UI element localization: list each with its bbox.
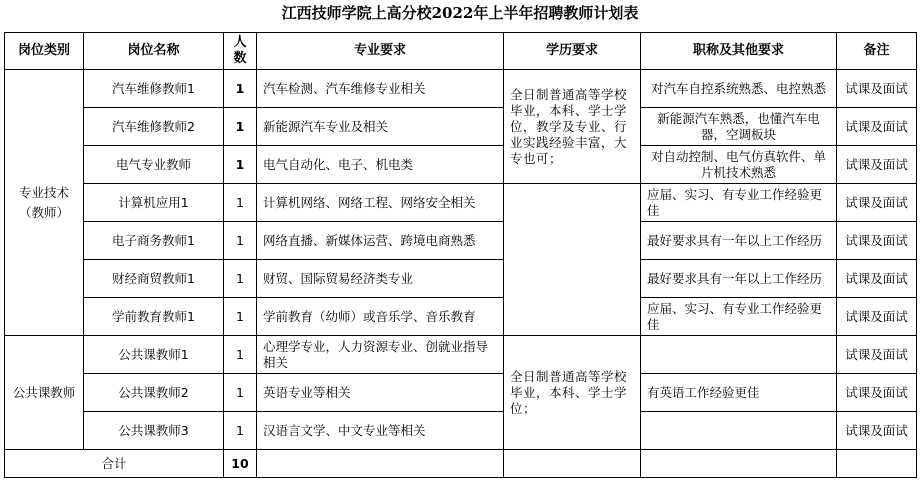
position-cell: 汽车维修教师2 bbox=[84, 108, 224, 146]
position-cell: 学前教育教师1 bbox=[84, 298, 224, 336]
total-count: 10 bbox=[224, 450, 257, 478]
position-cell: 汽车维修教师1 bbox=[84, 70, 224, 108]
count-cell: 1 bbox=[224, 184, 257, 222]
position-cell: 公共课教师2 bbox=[84, 374, 224, 412]
total-row bbox=[5, 450, 917, 478]
other-cell: 对汽车自控系统熟悉、电控熟悉 bbox=[641, 70, 837, 108]
remark-cell: 试课及面试 bbox=[837, 70, 917, 108]
other-cell: 新能源汽车熟悉，也懂汽车电器，空调板块 bbox=[641, 108, 837, 146]
header-position: 岗位名称 bbox=[84, 33, 224, 70]
header-title-other: 职称及其他要求 bbox=[641, 33, 837, 70]
position-cell: 电子商务教师1 bbox=[84, 222, 224, 260]
table-row bbox=[5, 184, 917, 222]
table-row bbox=[5, 298, 917, 336]
header-education: 学历要求 bbox=[504, 33, 641, 70]
header-category: 岗位类别 bbox=[5, 33, 84, 70]
remark-cell: 试课及面试 bbox=[837, 374, 917, 412]
major-cell: 英语专业等相关 bbox=[257, 374, 504, 412]
major-cell: 心理学专业，人力资源专业、创就业指导相关 bbox=[257, 336, 504, 374]
table-row bbox=[5, 412, 917, 450]
other-cell: 最好要求具有一年以上工作经历 bbox=[641, 222, 837, 260]
total-empty-major bbox=[257, 450, 504, 478]
major-cell: 汉语言文学、中文专业等相关 bbox=[257, 412, 504, 450]
count-cell: 1 bbox=[224, 108, 257, 146]
other-cell: 最好要求具有一年以上工作经历 bbox=[641, 260, 837, 298]
remark-cell: 试课及面试 bbox=[837, 298, 917, 336]
table-row bbox=[5, 222, 917, 260]
count-cell: 1 bbox=[224, 412, 257, 450]
header-major: 专业要求 bbox=[257, 33, 504, 70]
education-cell: 全日制普通高等学校毕业，本科、学士学位； bbox=[504, 336, 641, 450]
remark-cell: 试课及面试 bbox=[837, 260, 917, 298]
other-cell: 有英语工作经验更佳 bbox=[641, 374, 837, 412]
major-cell: 计算机网络、网络工程、网络安全相关 bbox=[257, 184, 504, 222]
count-cell: 1 bbox=[224, 298, 257, 336]
position-cell: 财经商贸教师1 bbox=[84, 260, 224, 298]
remark-cell: 试课及面试 bbox=[837, 184, 917, 222]
position-cell: 计算机应用1 bbox=[84, 184, 224, 222]
position-cell: 公共课教师1 bbox=[84, 336, 224, 374]
remark-cell: 试课及面试 bbox=[837, 412, 917, 450]
category-public: 公共课教师 bbox=[5, 336, 84, 450]
major-cell: 学前教育（幼师）或音乐学、音乐教育 bbox=[257, 298, 504, 336]
count-cell: 1 bbox=[224, 222, 257, 260]
position-cell: 电气专业教师 bbox=[84, 146, 224, 184]
header-count: 人数 bbox=[224, 33, 257, 70]
table-row bbox=[5, 70, 917, 108]
header-remark: 备注 bbox=[837, 33, 917, 70]
education-cell-empty bbox=[504, 184, 641, 336]
other-cell: 应届、实习、有专业工作经验更佳 bbox=[641, 298, 837, 336]
major-cell: 新能源汽车专业及相关 bbox=[257, 108, 504, 146]
education-cell: 全日制普通高等学校毕业，本科、学士学位，教学及专业、行业实践经验丰富，大专也可； bbox=[504, 70, 641, 184]
position-cell: 公共课教师3 bbox=[84, 412, 224, 450]
major-cell: 财贸、国际贸易经济类专业 bbox=[257, 260, 504, 298]
total-label: 合计 bbox=[5, 450, 224, 478]
header-row bbox=[5, 33, 917, 70]
count-cell: 1 bbox=[224, 374, 257, 412]
major-cell: 网络直播、新媒体运营、跨境电商熟悉 bbox=[257, 222, 504, 260]
count-cell: 1 bbox=[224, 260, 257, 298]
count-cell: 1 bbox=[224, 336, 257, 374]
total-empty-other bbox=[641, 450, 837, 478]
table-row bbox=[5, 146, 917, 184]
major-cell: 电气自动化、电子、机电类 bbox=[257, 146, 504, 184]
table-row bbox=[5, 374, 917, 412]
table-row bbox=[5, 336, 917, 374]
recruitment-table bbox=[4, 32, 917, 478]
other-cell: 对自动控制、电气仿真软件、单片机技术熟悉 bbox=[641, 146, 837, 184]
major-cell: 汽车检测、汽车维修专业相关 bbox=[257, 70, 504, 108]
table-row bbox=[5, 108, 917, 146]
other-cell bbox=[641, 412, 837, 450]
other-cell bbox=[641, 336, 837, 374]
category-professional: 专业技术（教师） bbox=[5, 70, 84, 336]
remark-cell: 试课及面试 bbox=[837, 108, 917, 146]
remark-cell: 试课及面试 bbox=[837, 222, 917, 260]
total-empty-education bbox=[504, 450, 641, 478]
count-cell: 1 bbox=[224, 146, 257, 184]
remark-cell: 试课及面试 bbox=[837, 146, 917, 184]
count-cell: 1 bbox=[224, 70, 257, 108]
remark-cell: 试课及面试 bbox=[837, 336, 917, 374]
other-cell: 应届、实习、有专业工作经验更佳 bbox=[641, 184, 837, 222]
total-empty-remark bbox=[837, 450, 917, 478]
table-row bbox=[5, 260, 917, 298]
page-title: 江西技师学院上高分校2022年上半年招聘教师计划表 bbox=[281, 4, 639, 22]
